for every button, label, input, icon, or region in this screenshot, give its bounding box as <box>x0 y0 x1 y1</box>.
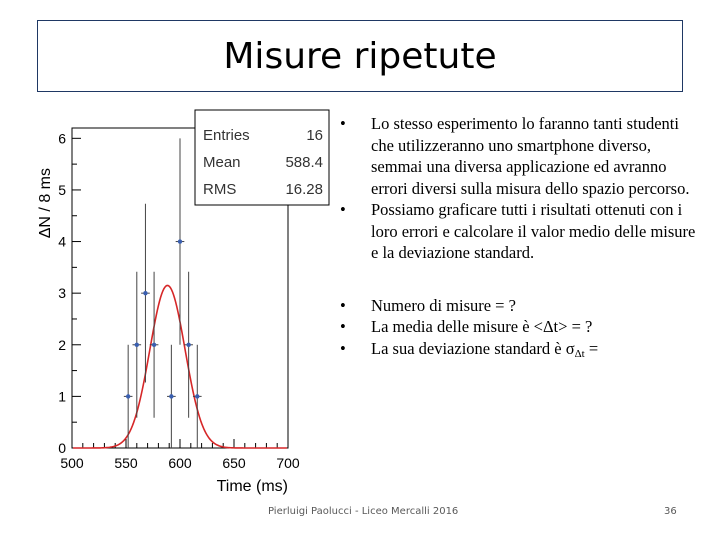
question-text: Numero di misure = ? <box>371 295 516 315</box>
data-point <box>126 394 130 398</box>
data-point <box>186 343 190 347</box>
y-tick-label: 0 <box>58 440 66 456</box>
y-tick-label: 5 <box>58 181 66 198</box>
bullet-dot: • <box>340 200 346 219</box>
question-item <box>338 316 698 338</box>
data-point <box>152 343 156 347</box>
question-subscript: Δt <box>574 347 585 360</box>
x-tick-label: 500 <box>60 455 84 471</box>
x-axis-label: Time (ms) <box>216 478 288 495</box>
bullet-item <box>338 113 698 199</box>
y-tick-label: 3 <box>58 285 66 302</box>
question-text <box>371 339 598 358</box>
y-tick-label: 6 <box>58 130 66 147</box>
x-tick-label: 650 <box>222 455 246 471</box>
page-number: 36 <box>664 506 677 517</box>
histogram-chart <box>37 110 330 505</box>
data-point <box>169 394 173 398</box>
data-point <box>195 394 199 398</box>
y-axis-label: ΔN / 8 ms <box>37 168 54 239</box>
stats-label: Entries <box>203 127 250 144</box>
question-prefix: La sua deviazione standard è σ <box>371 338 575 358</box>
bullet-list <box>338 113 698 365</box>
stats-value: 16.28 <box>285 181 323 198</box>
bullet-dot: • <box>340 295 346 315</box>
stats-value: 588.4 <box>285 154 323 171</box>
bullet-dot: • <box>340 338 346 358</box>
y-tick-label: 2 <box>58 336 66 353</box>
x-tick-label: 550 <box>114 455 138 471</box>
stats-value: 16 <box>306 127 323 144</box>
question-text: La media delle misure è <Δt> = ? <box>371 317 593 336</box>
data-point <box>143 291 147 295</box>
title-box <box>37 20 683 92</box>
y-tick-label: 1 <box>58 388 66 405</box>
x-tick-label: 700 <box>276 455 300 471</box>
data-point <box>135 343 139 347</box>
bullet-dot: • <box>340 114 346 133</box>
data-point <box>178 239 182 243</box>
bullet-item <box>338 199 698 264</box>
x-tick-label: 600 <box>168 455 192 471</box>
question-suffix: = <box>584 338 599 358</box>
question-item <box>338 295 698 317</box>
slide-title: Misure ripetute <box>223 35 497 77</box>
bullet-dot: • <box>340 317 346 336</box>
question-item <box>338 338 698 366</box>
bullet-text: Possiamo graficare tutti i risultati ottenuti con i loro errori e calcolare il valor medio delle misure e la deviazione standard. <box>371 200 696 262</box>
y-tick-label: 4 <box>58 233 66 250</box>
footer-text: Pierluigi Paolucci - Liceo Mercalli 2016 <box>268 506 459 517</box>
stats-label: Mean <box>203 154 241 171</box>
stats-label: RMS <box>203 181 237 198</box>
bullet-text: Lo stesso esperimento lo faranno tanti studenti che utilizzeranno uno smartphone diverso, semmai una diversa applicazione ed avranno errori diversi sulla misura dello spazio percorso. <box>371 114 690 198</box>
